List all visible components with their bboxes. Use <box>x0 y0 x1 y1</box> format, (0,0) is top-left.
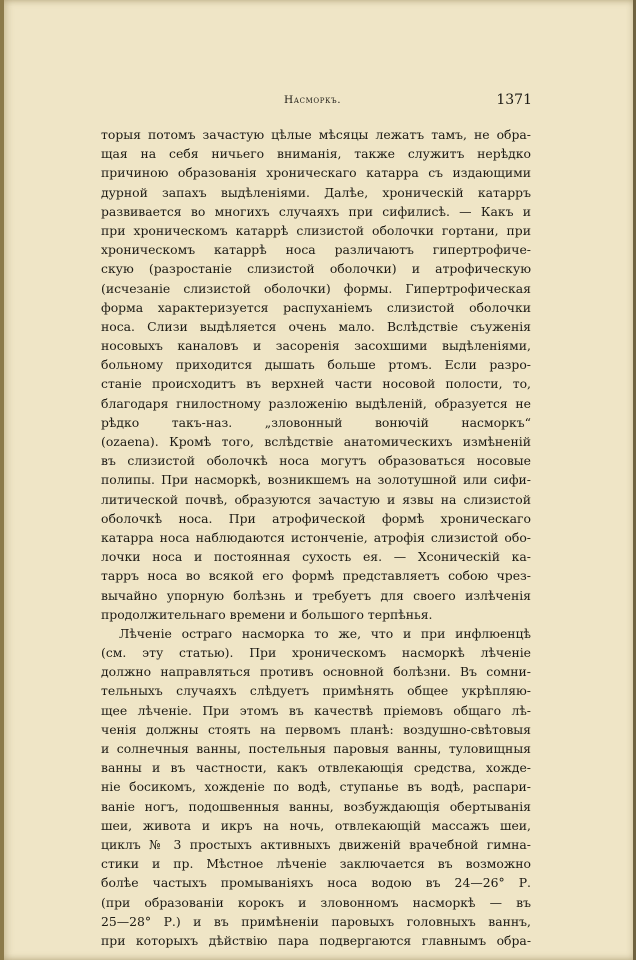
text-line: (см. эту статью). При хроническомъ насморкѣ лѣченіе <box>101 645 531 661</box>
page-left-edge <box>0 0 4 960</box>
text-line: стики и пр. Мѣстное лѣченіе заключается въ возможно <box>101 856 531 872</box>
text-line: въ слизистой оболочкѣ носа могутъ образоваться носовые <box>101 453 531 469</box>
text-line: развивается во многихъ случаяхъ при сифилисѣ. — Какъ и <box>101 203 531 219</box>
text-line: катарра носа наблюдаются истонченіе, атрофія слизистой обо- <box>101 529 531 545</box>
running-title: Насморкъ. <box>284 94 342 106</box>
text-line: продолжительнаго времени и большого терпѣнья. <box>101 606 433 622</box>
text-line: при которыхъ дѣйствію пара подвергаются главнымъ обра- <box>101 932 531 948</box>
text-line: скую (разростаніе слизистой оболочки) и атрофическую <box>101 261 531 277</box>
text-line: ченія должны стоять на первомъ планѣ: воздушно-свѣтовыя <box>101 721 531 737</box>
text-line: дурной запахъ выдѣленіями. Далѣе, хроническій катарръ <box>101 184 531 200</box>
page-header <box>98 92 534 112</box>
text-line: причиною образованія хроническаго катарра съ издающими <box>101 165 531 181</box>
text-line: должно направляться противъ основной болѣзни. Въ сомни- <box>101 664 531 680</box>
text-line: (при образованіи корокъ и зловонномъ насморкѣ — въ <box>101 894 531 910</box>
text-line: хроническомъ катаррѣ носа различаютъ гипертрофиче- <box>101 242 531 258</box>
text-line: шеи, живота и икръ на ночь, отвлекающій массажъ шеи, <box>101 817 531 833</box>
text-line: форма характеризуется распуханіемъ слизистой оболочки <box>101 299 531 315</box>
body-text <box>101 125 531 950</box>
text-line: (исчезаніе слизистой оболочки) формы. Гипертрофическая <box>101 280 531 296</box>
text-line: (ozaena). Кромѣ того, вслѣдствіе анатомическихъ измѣненій <box>101 434 531 449</box>
text-line: вычайно упорную болѣзнь и требуетъ для своего излѣченія <box>101 587 531 603</box>
text-line: щее лѣченіе. При этомъ въ качествѣ пріемовъ общаго лѣ- <box>101 702 531 718</box>
text-line: при хроническомъ катаррѣ слизистой оболочки гортани, при <box>101 222 531 238</box>
paragraph-first-line: Лѣченіе остраго насморка то же, что и при инфлюенцѣ <box>119 625 531 641</box>
text-line: циклъ № 3 простыхъ активныхъ движеній врачебной гимна- <box>101 836 531 852</box>
text-line: полипы. При насморкѣ, возникшемъ на золотушной или сифи- <box>101 472 531 488</box>
text-line: рѣдко такъ-наз. „зловонный вонючій насморкъ“ <box>101 414 531 430</box>
text-line: станіе происходитъ въ верхней части носовой полости, то, <box>101 376 531 392</box>
text-line: тарръ носа во всякой его формѣ представляетъ собою чрез- <box>101 568 531 584</box>
text-line: литической почвѣ, образуются зачастую и язвы на слизистой <box>101 491 531 507</box>
text-line: носа. Слизи выдѣляется очень мало. Вслѣдствіе съуженія <box>101 318 531 334</box>
text-line: лочки носа и постоянная сухость ея. — Хсоническій ка- <box>101 549 531 565</box>
text-line: носовыхъ каналовъ и засоренія засохшими выдѣленіями, <box>101 338 531 354</box>
text-line: 25—28° Р.) и въ примѣненіи паровыхъ головныхъ ваннъ, <box>101 913 531 929</box>
text-line: щая на себя ничьего вниманія, также служитъ нерѣдко <box>101 146 531 162</box>
text-line: ваніе ногъ, подошвенныя ванны, возбуждающія обертыванія <box>101 798 531 814</box>
text-line: тельныхъ случаяхъ слѣдуетъ примѣнять общее укрѣпляю- <box>101 683 531 699</box>
text-line: больному приходится дышать больше ртомъ. Если разро- <box>101 357 531 373</box>
page-number: 1371 <box>496 92 532 108</box>
text-line: благодаря гнилостному разложенію выдѣленій, образуется не <box>101 395 531 411</box>
text-line: ніе босикомъ, хожденіе по водѣ, ступанье въ водѣ, распари- <box>101 779 531 795</box>
text-line: болѣе частыхъ промываніяхъ носа водою въ 24—26° Р. <box>101 875 531 891</box>
text-line: оболочкѣ носа. При атрофической формѣ хроническаго <box>101 510 531 526</box>
text-line: ванны и въ частности, какъ отвлекающія средства, хожде- <box>101 760 531 776</box>
text-line: торыя потомъ зачастую цѣлые мѣсяцы лежатъ тамъ, не обра- <box>101 127 531 142</box>
text-line: и солнечныя ванны, постельныя паровыя ванны, туловищныя <box>101 741 531 756</box>
